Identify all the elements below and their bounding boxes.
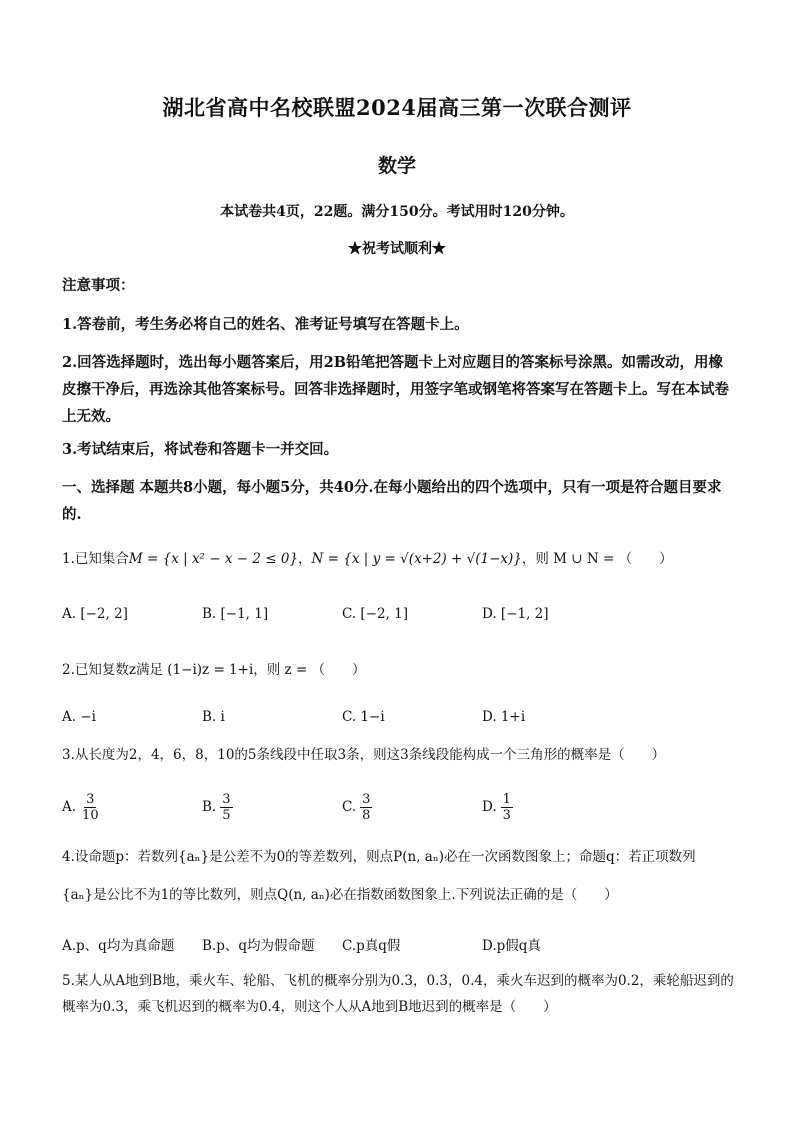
q3-options (62, 785, 742, 829)
q3-option-d-den: 3 (502, 807, 511, 823)
q2-option-b[interactable]: B. i (202, 709, 225, 725)
question-3: 3.从长度为2，4，6，8，10的5条线段中任取3条，则这3条线段能构成一个三角形的概率是（ ） (62, 747, 666, 763)
q4-option-b[interactable]: B.p、q均为假命题 (202, 938, 315, 954)
q3-option-b-num: 3 (222, 791, 231, 807)
note-item-3: 3.考试结束后，将试卷和答题卡一并交回。 (62, 441, 339, 458)
exam-subject: 数学 (377, 155, 416, 177)
q4-option-a[interactable]: A.p、q均为真命题 (62, 938, 175, 954)
q2-options (62, 701, 742, 733)
q2-option-c[interactable]: C. 1−i (342, 709, 385, 725)
q3-option-b[interactable] (202, 785, 233, 829)
question-4-line-1: 4.设命题p：若数列{aₙ}是公差不为0的等差数列，则点P(n, aₙ)必在一次函数图象上；命题q：若正项数列 (62, 849, 696, 865)
q3-option-c-den: 8 (362, 807, 371, 823)
notes-heading: 注意事项： (62, 277, 135, 294)
exam-info: 本试卷共4页，22题。满分150分。考试用时120分钟。 (220, 204, 574, 220)
q2-option-a[interactable]: A. −i (62, 709, 96, 725)
question-5: 5.某人从A地到B地，乘火车、轮船、飞机的概率分别为0.3，0.3，0.4，乘火车迟到的概率为0.2，乘轮船迟到的概率为0.3，乘飞机迟到的概率为0.4，则这个人从A地到B地迟到的概率是（ ） (62, 973, 734, 1015)
q3-option-b-fraction (220, 792, 232, 823)
question-4-line-2: {aₙ}是公比不为1的等比数列，则点Q(n, aₙ)必在指数函数图象上.下列说法正确的是（ ） (62, 887, 618, 903)
q3-option-a-den: 10 (82, 807, 99, 823)
q1-options (62, 598, 742, 630)
question-2: 2.已知复数z满足 (1−i)z = 1+i，则 z = （ ） (62, 662, 366, 678)
q3-option-a-num: 3 (86, 791, 95, 807)
q3-option-c-num: 3 (362, 791, 371, 807)
q2-option-d[interactable]: D. 1+i (482, 709, 526, 725)
q3-option-d[interactable] (482, 785, 513, 829)
q1-set-m: M = {x | x² − x − 2 ≤ 0} (128, 551, 299, 567)
good-luck-line: ★祝考试顺利★ (348, 241, 446, 257)
q1-option-d[interactable]: D. [−1, 2] (482, 606, 549, 622)
q3-option-d-num: 1 (502, 791, 511, 807)
q1-prefix: 1.已知集合 (62, 551, 129, 567)
q3-option-d-label: D. (482, 799, 497, 815)
exam-title: 湖北省高中名校联盟2024届高三第一次联合测评 (162, 95, 632, 120)
q3-option-a[interactable] (62, 785, 101, 829)
note-item-2: 2.回答选择题时，选出每小题答案后，用2B铅笔把答题卡上对应题目的答案标号涂黑。如需改动，用橡皮擦干净后，再选涂其他答案标号。回答非选择题时，用签字笔或钢笔将答案写在答题卡上。写在本试卷上无效。 (62, 354, 729, 425)
q1-option-b[interactable]: B. [−1, 1] (202, 606, 269, 622)
q3-option-c[interactable] (342, 785, 372, 829)
q1-suffix: ，则 M ∪ N = （ ） (521, 551, 673, 567)
q3-option-d-fraction (501, 792, 513, 823)
q1-set-n: N = {x | y = √(x+2) + √(1−x)} (311, 551, 522, 567)
q1-option-a[interactable]: A. [−2, 2] (62, 606, 128, 622)
note-item-1: 1.答卷前，考生务必将自己的姓名、准考证号填写在答题卡上。 (62, 316, 469, 333)
q3-option-b-label: B. (202, 799, 217, 815)
q3-option-a-fraction (80, 792, 101, 823)
question-1 (62, 544, 734, 574)
q3-option-a-label: A. (62, 799, 77, 815)
q4-option-c[interactable]: C.p真q假 (342, 938, 401, 954)
q1-option-c[interactable]: C. [−2, 1] (342, 606, 409, 622)
q4-option-d[interactable]: D.p假q真 (482, 938, 541, 954)
section-heading: 一、选择题 本题共8小题，每小题5分，共40分.在每小题给出的四个选项中，只有一项是符合题目要求的. (62, 479, 722, 523)
q3-option-b-den: 5 (222, 807, 231, 823)
q1-sep: ， (298, 551, 312, 567)
q4-options (62, 928, 742, 960)
q3-option-c-label: C. (342, 799, 357, 815)
q3-option-c-fraction (360, 792, 372, 823)
